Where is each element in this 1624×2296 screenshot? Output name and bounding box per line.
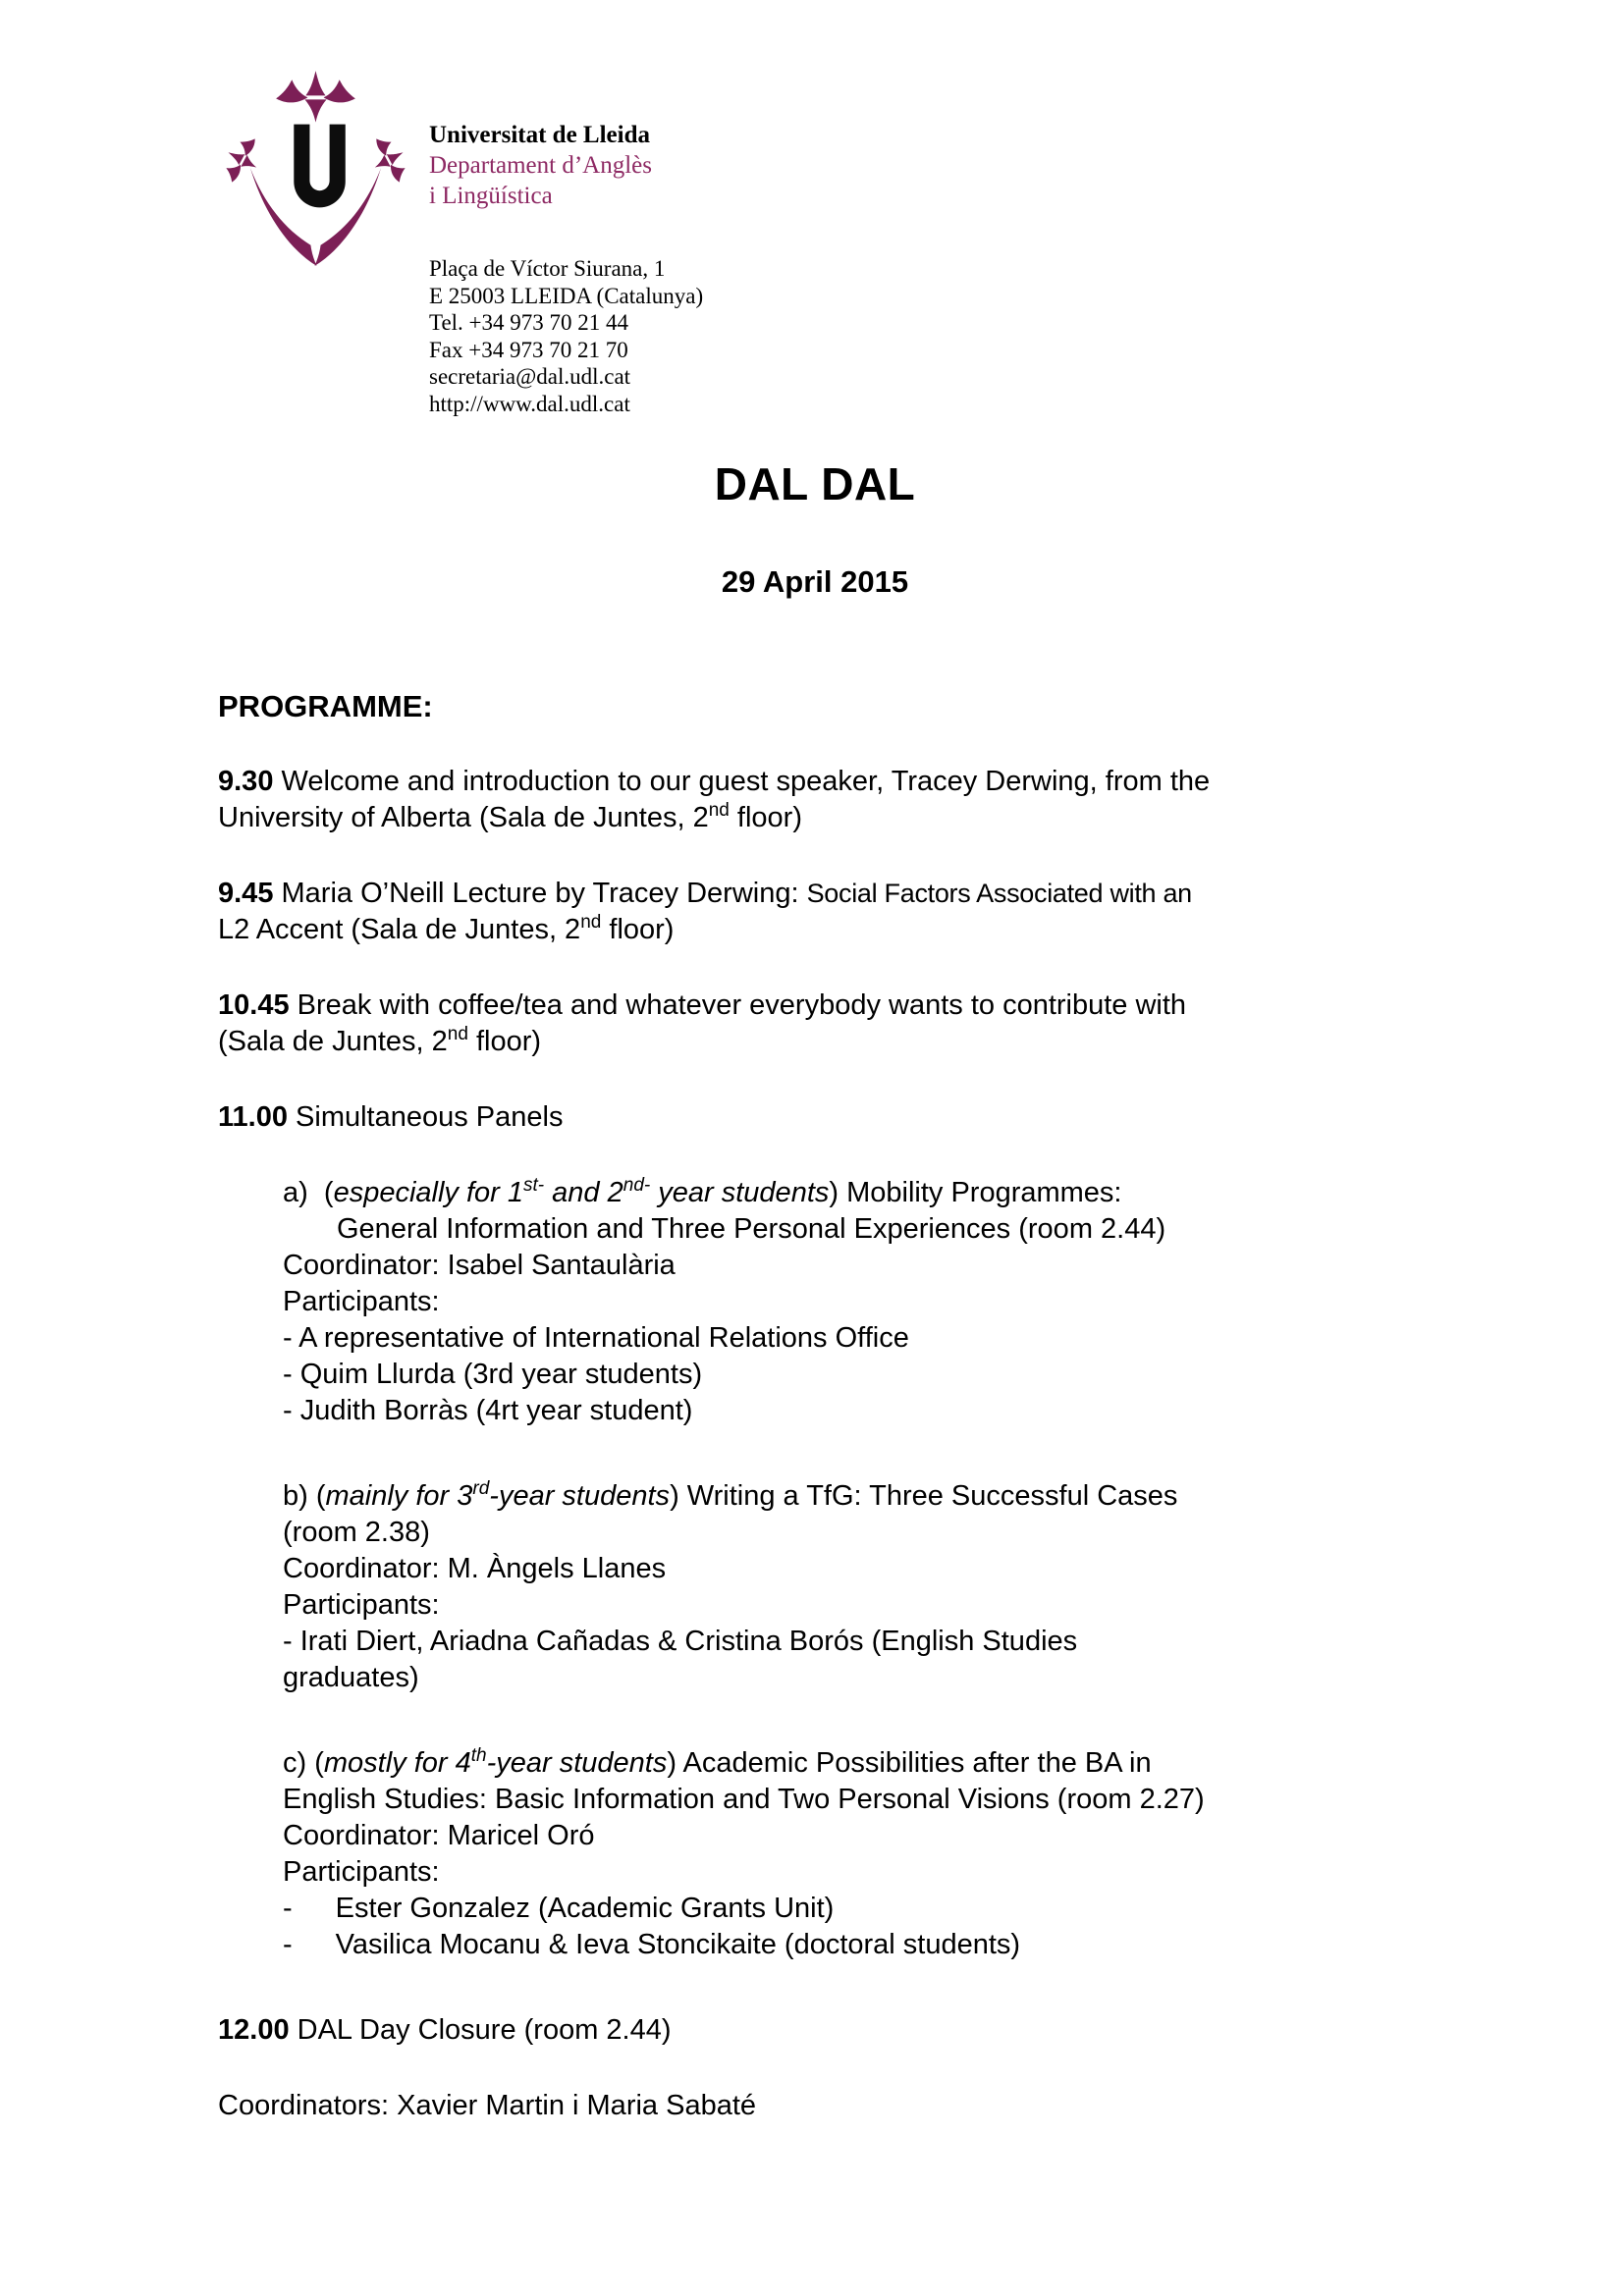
address-website: http://www.dal.udl.cat [429,391,630,416]
text-line: General Information and Three Personal Experiences (room 2.44) [337,1213,1166,1245]
address-street: Plaça de Víctor Siurana, 1 [429,256,666,281]
text-line: graduates) [283,1662,419,1693]
document-content [218,459,1412,2163]
address-email: secretaria@dal.udl.cat [429,364,631,389]
university-name: Universitat de Lleida [429,122,650,148]
text-line: - Irati Diert, Ariadna Cañadas & Cristina Borós (English Studies [283,1626,1078,1657]
programme-body [218,688,1412,2124]
text-line: Participants: [283,1589,440,1621]
panel-c [218,1745,1412,1963]
text-line: 12.00 DAL Day Closure (room 2.44) [218,2014,672,2046]
programme-entry-1045 [218,988,1412,1060]
text-line: 11.00 Simultaneous Panels [218,1101,564,1133]
document-date: 29 April 2015 [721,564,909,599]
programme-blocks [218,764,1412,2124]
text-line: - A representative of International Relations Office [283,1322,909,1354]
text-line: Coordinator: M. Àngels Llanes [283,1553,667,1584]
logo-letter-u [294,125,345,208]
document-title: DAL DAL [714,458,916,509]
department-name-line2: i Lingüística [429,183,553,209]
text-line: Coordinator: Isabel Santaulària [283,1250,676,1281]
letterhead-text [429,120,703,417]
programme-entry-930 [218,764,1412,836]
department-name-line1: Departament d’Anglès [429,152,653,179]
text-line: (room 2.38) [283,1517,430,1548]
text-line: Participants: [283,1856,440,1888]
text-line: 9.45 Maria O’Neill Lecture by Tracey Derwing: Social Factors Associated with an [218,878,1192,909]
programme-entry-945 [218,876,1412,948]
text-line: Coordinators: Xavier Martin i Maria Sabaté [218,2090,757,2121]
address-city: E 25003 LLEIDA (Catalunya) [429,283,704,308]
panel-b [218,1478,1412,1696]
coordinators-line [218,2088,1412,2124]
universitat-de-lleida-logo [209,59,423,279]
text-line: - Ester Gonzalez (Academic Grants Unit) [283,1893,835,1924]
panel-a [218,1175,1412,1429]
text-line: 10.45 Break with coffee/tea and whatever everybody wants to contribute with [218,989,1187,1021]
text-line: - Quim Llurda (3rd year students) [283,1359,703,1390]
text-line: - Judith Borràs (4rt year student) [283,1395,693,1426]
text-line: University of Alberta (Sala de Juntes, 2nd floor) [218,800,802,833]
programme-entry-1100 [218,1099,1412,1136]
address-phone: Tel. +34 973 70 21 44 [429,310,629,335]
programme-entry-1200 [218,2012,1412,2049]
text-line: Participants: [283,1286,440,1317]
text-line: Coordinator: Maricel Oró [283,1820,595,1851]
text-line: - Vasilica Mocanu & Ieva Stoncikaite (doctoral students) [283,1929,1021,1960]
text-line: 9.30 Welcome and introduction to our guest speaker, Tracey Derwing, from the [218,766,1211,797]
text-line: b) (mainly for 3rd-year students) Writing a TfG: Three Successful Cases [283,1478,1178,1512]
text-line: a) (especially for $1^{st-}$ and $2^{nd-}$ year students) Mobility Programmes: [283,1175,1122,1208]
address-block [429,255,703,417]
text-line: L2 Accent (Sala de Juntes, 2nd floor) [218,912,675,945]
text-line: (Sala de Juntes, 2nd floor) [218,1024,542,1057]
text-line: English Studies: Basic Information and Two Personal Visions (room 2.27) [283,1784,1205,1815]
logo-fleur-ornaments [217,71,415,266]
address-fax: Fax +34 973 70 21 70 [429,337,628,362]
programme-heading: PROGRAMME: [218,689,433,723]
text-line: c) (mostly for 4th-year students) Academic Possibilities after the BA in [283,1745,1152,1779]
